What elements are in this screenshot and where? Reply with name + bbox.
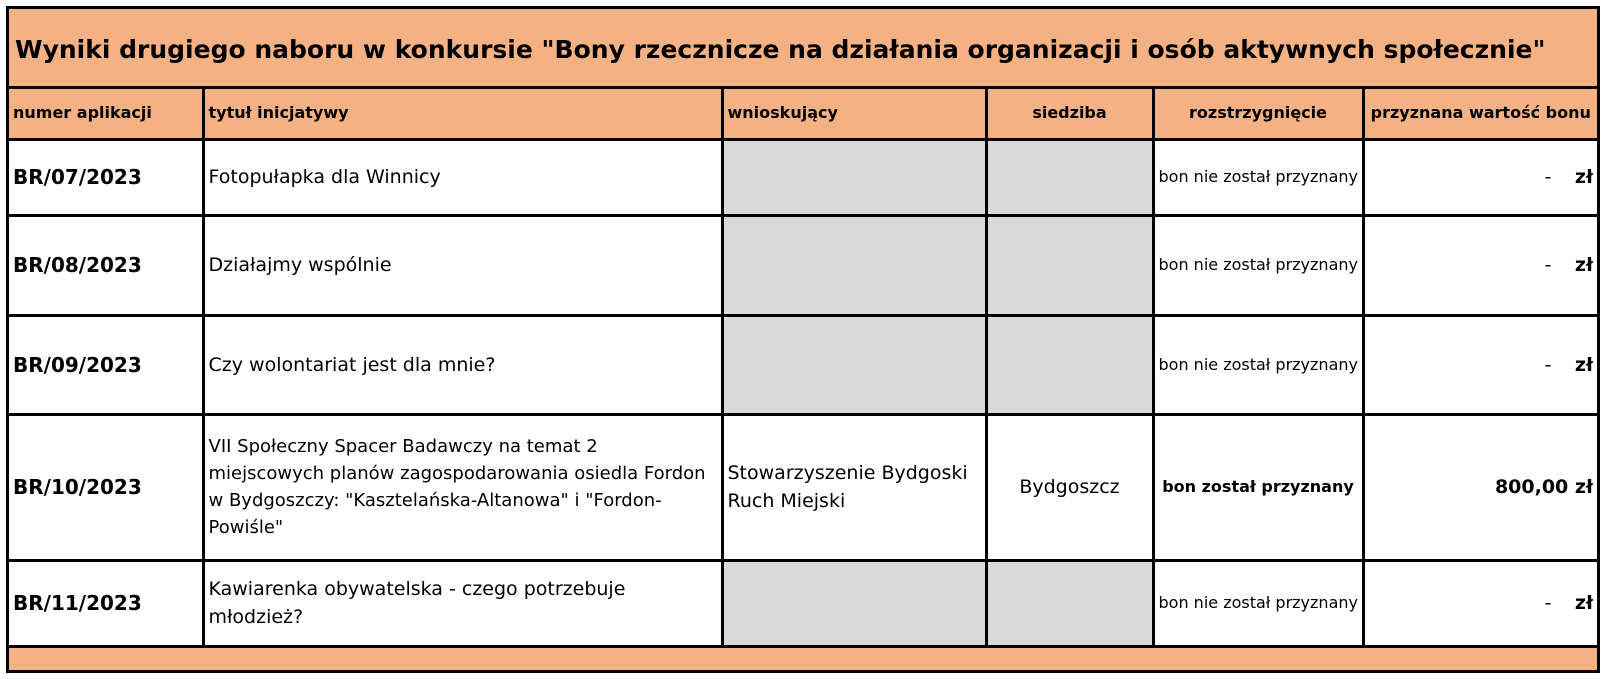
- seat-cell-redacted[interactable]: [986, 315, 1153, 414]
- seat-cell-redacted[interactable]: [986, 139, 1153, 215]
- seat-cell-redacted[interactable]: [986, 215, 1153, 315]
- value-dash: -: [1544, 592, 1552, 614]
- applicant-cell[interactable]: Stowarzyszenie Bydgoski Ruch Miejski: [722, 414, 986, 560]
- app-number-cell[interactable]: BR/10/2023: [9, 414, 203, 560]
- currency-label: zł: [1574, 166, 1593, 188]
- value-dash: -: [1544, 166, 1552, 188]
- awarded-value-cell[interactable]: [1363, 215, 1597, 315]
- decision-cell[interactable]: bon nie został przyznany: [1153, 315, 1363, 414]
- decision-cell[interactable]: bon nie został przyznany: [1153, 139, 1363, 215]
- header-row: [9, 89, 1597, 139]
- footer-fill-row: [9, 656, 1597, 670]
- applicant-cell-redacted[interactable]: [722, 560, 986, 646]
- table-row: [9, 315, 1597, 414]
- table-row: [9, 414, 1597, 560]
- table-row: [9, 139, 1597, 215]
- currency-label: zł: [1574, 592, 1593, 614]
- header-initiative-title[interactable]: tytuł inicjatywy: [203, 89, 722, 139]
- header-decision[interactable]: rozstrzygnięcie: [1153, 89, 1363, 139]
- app-number-cell[interactable]: BR/09/2023: [9, 315, 203, 414]
- app-number-cell[interactable]: BR/11/2023: [9, 560, 203, 646]
- table-row: [9, 560, 1597, 646]
- applicant-cell-redacted[interactable]: [722, 315, 986, 414]
- initiative-title-cell[interactable]: VII Społeczny Spacer Badawczy na temat 2 miejscowych planów zagospodarowania osiedla Fordon w Bydgoszczy: "Kasztelańska-Altanowa" i "Fordon-Powiśle": [203, 414, 722, 560]
- results-table: [9, 89, 1597, 648]
- initiative-title-cell[interactable]: Kawiarenka obywatelska - czego potrzebuje młodzież?: [203, 560, 722, 646]
- applicant-cell-redacted[interactable]: [722, 215, 986, 315]
- decision-cell[interactable]: bon nie został przyznany: [1153, 560, 1363, 646]
- table-row: [9, 215, 1597, 315]
- app-number-cell[interactable]: BR/08/2023: [9, 215, 203, 315]
- decision-cell[interactable]: bon nie został przyznany: [1153, 215, 1363, 315]
- sheet-title: Wyniki drugiego naboru w konkursie "Bony rzecznicze na działania organizacji i osób aktywnych społecznie": [15, 35, 1546, 64]
- seat-cell[interactable]: Bydgoszcz: [986, 414, 1153, 560]
- awarded-value-cell[interactable]: [1363, 414, 1597, 560]
- awarded-value-cell[interactable]: [1363, 139, 1597, 215]
- initiative-title-cell[interactable]: Czy wolontariat jest dla mnie?: [203, 315, 722, 414]
- value-dash: -: [1544, 353, 1552, 376]
- header-awarded-value[interactable]: przyznana wartość bonu: [1363, 89, 1597, 139]
- initiative-title-cell[interactable]: Działajmy wspólnie: [203, 215, 722, 315]
- awarded-amount: 800,00 zł: [1494, 476, 1593, 498]
- applicant-cell-redacted[interactable]: [722, 139, 986, 215]
- initiative-title-cell[interactable]: Fotopułapka dla Winnicy: [203, 139, 722, 215]
- app-number-cell[interactable]: BR/07/2023: [9, 139, 203, 215]
- awarded-value-cell[interactable]: [1363, 560, 1597, 646]
- title-cell[interactable]: [9, 9, 1597, 89]
- awarded-value-cell[interactable]: [1363, 315, 1597, 414]
- header-app-number[interactable]: numer aplikacji: [9, 89, 203, 139]
- value-dash: -: [1544, 254, 1552, 276]
- currency-label: zł: [1574, 353, 1593, 376]
- spreadsheet: [6, 6, 1600, 673]
- decision-cell[interactable]: bon został przyznany: [1153, 414, 1363, 560]
- header-seat[interactable]: siedziba: [986, 89, 1153, 139]
- header-applicant[interactable]: wnioskujący: [722, 89, 986, 139]
- currency-label: zł: [1574, 254, 1593, 276]
- seat-cell-redacted[interactable]: [986, 560, 1153, 646]
